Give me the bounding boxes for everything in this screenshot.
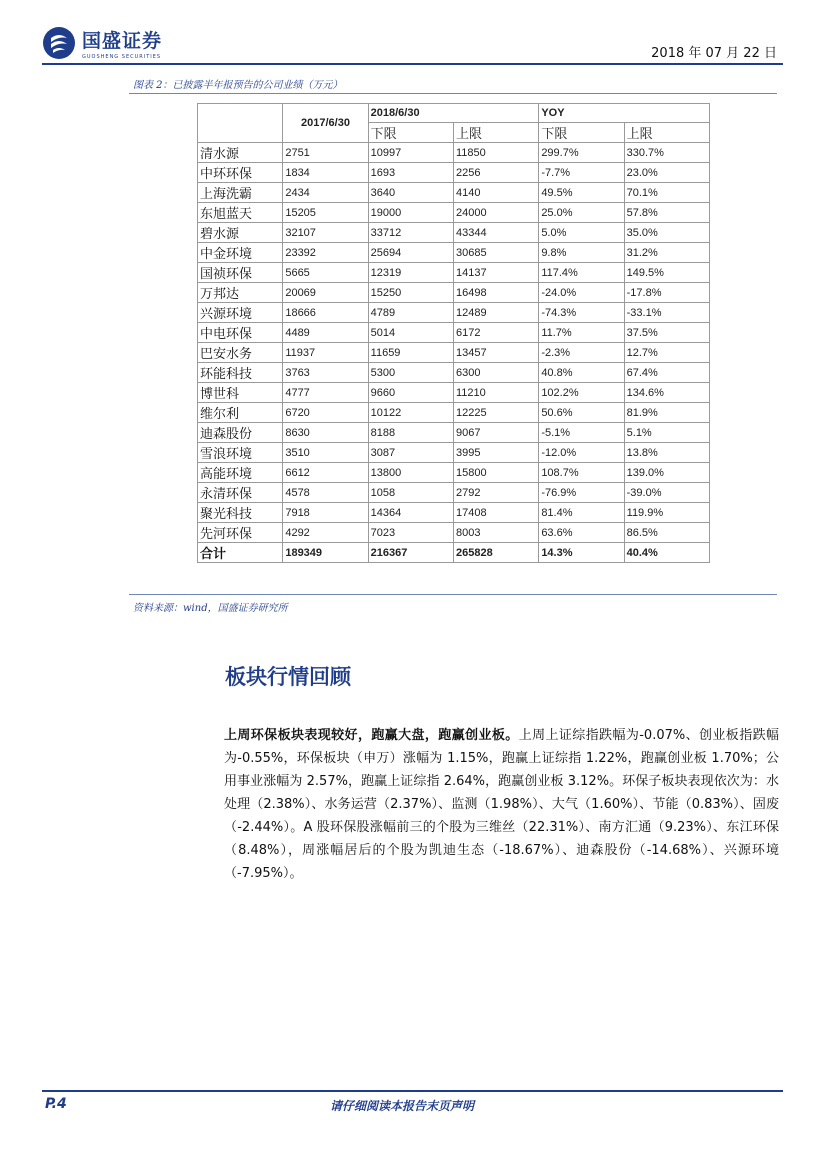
cell-yoy-lower: -24.0% [539, 283, 624, 303]
cell-yoy-upper: 86.5% [624, 523, 709, 543]
table-row [198, 363, 710, 383]
cell-h1-2018-upper: 8003 [453, 523, 538, 543]
cell-company: 中环环保 [198, 163, 283, 183]
header-2017: 2017/6/30 [283, 104, 368, 143]
header-2018-upper: 上限 [453, 123, 538, 143]
cell-h1-2018-lower: 10122 [368, 403, 453, 423]
cell-h1-2018-upper: 265828 [453, 543, 538, 563]
table-row [198, 263, 710, 283]
cell-h1-2017: 4777 [283, 383, 368, 403]
cell-company: 聚光科技 [198, 503, 283, 523]
page-header [0, 0, 827, 70]
cell-h1-2017: 18666 [283, 303, 368, 323]
cell-h1-2017: 11937 [283, 343, 368, 363]
section-paragraph [224, 724, 779, 885]
cell-company: 国祯环保 [198, 263, 283, 283]
cell-yoy-upper: 330.7% [624, 143, 709, 163]
paragraph-body: 上周上证综指跌幅为-0.07%、创业板指跌幅为-0.55%，环保板块（申万）涨幅为 1.15%，跑赢上证综指 1.22%，跑赢创业板 1.70%；公用事业涨幅为 2.57%，跑赢上证综指 2.64%，跑赢创业板 3.12%。环保子板块表现依次为：水处理（2.38%）、水务运营（2.37%）、监测（1.98%）、大气（1.60%）、节能（0.83%）、固废（-2.44%）。A 股环保股涨幅前三的个股为三维丝（22.31%）、南方汇通（9.23%）、东江环保（8.48%），周涨幅居后的个股为凯迪生态（-18.67%）、迪森股份（-14.68%）、兴源环境（-7.95%）。 [224, 728, 779, 881]
table-row [198, 143, 710, 163]
header-divider [42, 63, 783, 65]
cell-yoy-upper: 40.4% [624, 543, 709, 563]
company-logo [42, 26, 162, 60]
cell-h1-2018-lower: 1693 [368, 163, 453, 183]
cell-company: 永清环保 [198, 483, 283, 503]
cell-company: 雪浪环境 [198, 443, 283, 463]
cell-h1-2017: 2434 [283, 183, 368, 203]
table-row [198, 163, 710, 183]
cell-h1-2018-lower: 216367 [368, 543, 453, 563]
header-yoy: YOY [539, 104, 710, 123]
cell-h1-2018-lower: 19000 [368, 203, 453, 223]
cell-yoy-upper: 119.9% [624, 503, 709, 523]
cell-h1-2018-upper: 3995 [453, 443, 538, 463]
cell-h1-2018-lower: 5014 [368, 323, 453, 343]
cell-h1-2017: 4489 [283, 323, 368, 343]
cell-h1-2018-lower: 3640 [368, 183, 453, 203]
cell-yoy-upper: 149.5% [624, 263, 709, 283]
cell-h1-2018-upper: 11850 [453, 143, 538, 163]
cell-h1-2017: 5665 [283, 263, 368, 283]
cell-yoy-lower: 50.6% [539, 403, 624, 423]
cell-yoy-lower: 63.6% [539, 523, 624, 543]
table-row [198, 383, 710, 403]
cell-h1-2017: 3510 [283, 443, 368, 463]
cell-yoy-lower: 11.7% [539, 323, 624, 343]
cell-h1-2018-upper: 43344 [453, 223, 538, 243]
brand-name: 国盛证券 [82, 30, 163, 52]
cell-h1-2017: 7918 [283, 503, 368, 523]
cell-h1-2018-upper: 13457 [453, 343, 538, 363]
cell-h1-2017: 6612 [283, 463, 368, 483]
table-row [198, 403, 710, 423]
table-row [198, 463, 710, 483]
cell-yoy-upper: 139.0% [624, 463, 709, 483]
cell-h1-2018-lower: 1058 [368, 483, 453, 503]
cell-yoy-upper: -33.1% [624, 303, 709, 323]
cell-h1-2017: 189349 [283, 543, 368, 563]
table-row [198, 443, 710, 463]
cell-yoy-lower: -7.7% [539, 163, 624, 183]
cell-h1-2018-lower: 13800 [368, 463, 453, 483]
cell-h1-2017: 20069 [283, 283, 368, 303]
earnings-table [197, 103, 710, 563]
report-date: 2018 年 07 月 22 日 [651, 46, 777, 61]
cell-yoy-lower: -5.1% [539, 423, 624, 443]
table-row [198, 323, 710, 343]
cell-company: 高能环境 [198, 463, 283, 483]
brand-subtitle: GUOSHENG SECURITIES [82, 54, 162, 60]
cell-yoy-lower: 14.3% [539, 543, 624, 563]
cell-h1-2017: 1834 [283, 163, 368, 183]
cell-h1-2018-upper: 12489 [453, 303, 538, 323]
page-number: P.4 [45, 1096, 67, 1112]
cell-company: 中电环保 [198, 323, 283, 343]
cell-company: 迪森股份 [198, 423, 283, 443]
cell-yoy-lower: 25.0% [539, 203, 624, 223]
table-total-row [198, 543, 710, 563]
cell-h1-2018-lower: 8188 [368, 423, 453, 443]
section-title: 板块行情回顾 [225, 664, 351, 689]
data-source: 资料来源：wind，国盛证券研究所 [133, 603, 288, 614]
cell-h1-2018-upper: 24000 [453, 203, 538, 223]
cell-yoy-lower: -12.0% [539, 443, 624, 463]
cell-h1-2018-upper: 15800 [453, 463, 538, 483]
table-row [198, 223, 710, 243]
cell-yoy-upper: 70.1% [624, 183, 709, 203]
cell-company: 上海洗霸 [198, 183, 283, 203]
header-yoy-lower: 下限 [539, 123, 624, 143]
cell-company: 清水源 [198, 143, 283, 163]
cell-company: 万邦达 [198, 283, 283, 303]
cell-yoy-upper: 37.5% [624, 323, 709, 343]
cell-company: 巴安水务 [198, 343, 283, 363]
cell-company: 合计 [198, 543, 283, 563]
cell-h1-2018-lower: 15250 [368, 283, 453, 303]
cell-h1-2018-lower: 3087 [368, 443, 453, 463]
source-divider [129, 594, 777, 595]
cell-yoy-lower: -76.9% [539, 483, 624, 503]
cell-h1-2018-lower: 7023 [368, 523, 453, 543]
table-row [198, 423, 710, 443]
paragraph-lead: 上周环保板块表现较好，跑赢大盘，跑赢创业板。 [224, 728, 519, 743]
cell-yoy-upper: 23.0% [624, 163, 709, 183]
cell-h1-2017: 32107 [283, 223, 368, 243]
cell-company: 碧水源 [198, 223, 283, 243]
header-2018-lower: 下限 [368, 123, 453, 143]
cell-yoy-lower: 108.7% [539, 463, 624, 483]
cell-h1-2018-lower: 9660 [368, 383, 453, 403]
cell-h1-2017: 23392 [283, 243, 368, 263]
cell-yoy-upper: 81.9% [624, 403, 709, 423]
cell-yoy-upper: 12.7% [624, 343, 709, 363]
cell-company: 博世科 [198, 383, 283, 403]
table-header-row [198, 104, 710, 123]
cell-h1-2018-upper: 6172 [453, 323, 538, 343]
figure-divider [129, 93, 777, 94]
table-row [198, 183, 710, 203]
table-row [198, 523, 710, 543]
cell-h1-2018-lower: 12319 [368, 263, 453, 283]
cell-h1-2018-lower: 25694 [368, 243, 453, 263]
cell-yoy-lower: -2.3% [539, 343, 624, 363]
cell-h1-2018-upper: 12225 [453, 403, 538, 423]
cell-yoy-lower: 81.4% [539, 503, 624, 523]
table-row [198, 283, 710, 303]
cell-company: 东旭蓝天 [198, 203, 283, 223]
header-cell-blank [198, 104, 283, 143]
cell-h1-2018-upper: 9067 [453, 423, 538, 443]
table-row [198, 243, 710, 263]
table-row [198, 203, 710, 223]
cell-h1-2017: 4578 [283, 483, 368, 503]
cell-h1-2017: 15205 [283, 203, 368, 223]
footer-divider [42, 1090, 783, 1092]
cell-yoy-upper: -39.0% [624, 483, 709, 503]
cell-h1-2018-lower: 5300 [368, 363, 453, 383]
cell-yoy-upper: 57.8% [624, 203, 709, 223]
table-row [198, 343, 710, 363]
table-row [198, 483, 710, 503]
cell-yoy-lower: 40.8% [539, 363, 624, 383]
cell-h1-2018-upper: 4140 [453, 183, 538, 203]
cell-h1-2017: 6720 [283, 403, 368, 423]
cell-company: 先河环保 [198, 523, 283, 543]
cell-company: 维尔利 [198, 403, 283, 423]
cell-yoy-lower: 5.0% [539, 223, 624, 243]
cell-h1-2018-upper: 16498 [453, 283, 538, 303]
cell-yoy-lower: -74.3% [539, 303, 624, 323]
table-row [198, 303, 710, 323]
cell-yoy-upper: 31.2% [624, 243, 709, 263]
cell-yoy-lower: 117.4% [539, 263, 624, 283]
cell-yoy-lower: 299.7% [539, 143, 624, 163]
cell-h1-2018-lower: 4789 [368, 303, 453, 323]
cell-h1-2018-lower: 10997 [368, 143, 453, 163]
cell-h1-2018-upper: 30685 [453, 243, 538, 263]
table-row [198, 503, 710, 523]
cell-h1-2018-upper: 2256 [453, 163, 538, 183]
cell-yoy-upper: 5.1% [624, 423, 709, 443]
footer-disclaimer: 请仔细阅读本报告末页声明 [330, 1099, 475, 1113]
cell-company: 环能科技 [198, 363, 283, 383]
cell-yoy-upper: 134.6% [624, 383, 709, 403]
logo-icon [42, 26, 76, 60]
cell-h1-2018-upper: 2792 [453, 483, 538, 503]
cell-h1-2017: 4292 [283, 523, 368, 543]
header-2018: 2018/6/30 [368, 104, 539, 123]
cell-h1-2017: 3763 [283, 363, 368, 383]
cell-h1-2018-upper: 6300 [453, 363, 538, 383]
header-yoy-upper: 上限 [624, 123, 709, 143]
cell-h1-2018-lower: 11659 [368, 343, 453, 363]
cell-yoy-lower: 9.8% [539, 243, 624, 263]
cell-h1-2018-upper: 14137 [453, 263, 538, 283]
cell-h1-2017: 2751 [283, 143, 368, 163]
cell-yoy-lower: 49.5% [539, 183, 624, 203]
cell-yoy-upper: 35.0% [624, 223, 709, 243]
cell-yoy-upper: 67.4% [624, 363, 709, 383]
cell-company: 兴源环境 [198, 303, 283, 323]
cell-h1-2018-lower: 33712 [368, 223, 453, 243]
cell-yoy-upper: -17.8% [624, 283, 709, 303]
cell-h1-2017: 8630 [283, 423, 368, 443]
cell-h1-2018-lower: 14364 [368, 503, 453, 523]
cell-yoy-lower: 102.2% [539, 383, 624, 403]
figure-title: 图表 2：已披露半年报预告的公司业绩（万元） [133, 80, 343, 91]
cell-company: 中金环境 [198, 243, 283, 263]
cell-h1-2018-upper: 17408 [453, 503, 538, 523]
cell-yoy-upper: 13.8% [624, 443, 709, 463]
cell-h1-2018-upper: 11210 [453, 383, 538, 403]
